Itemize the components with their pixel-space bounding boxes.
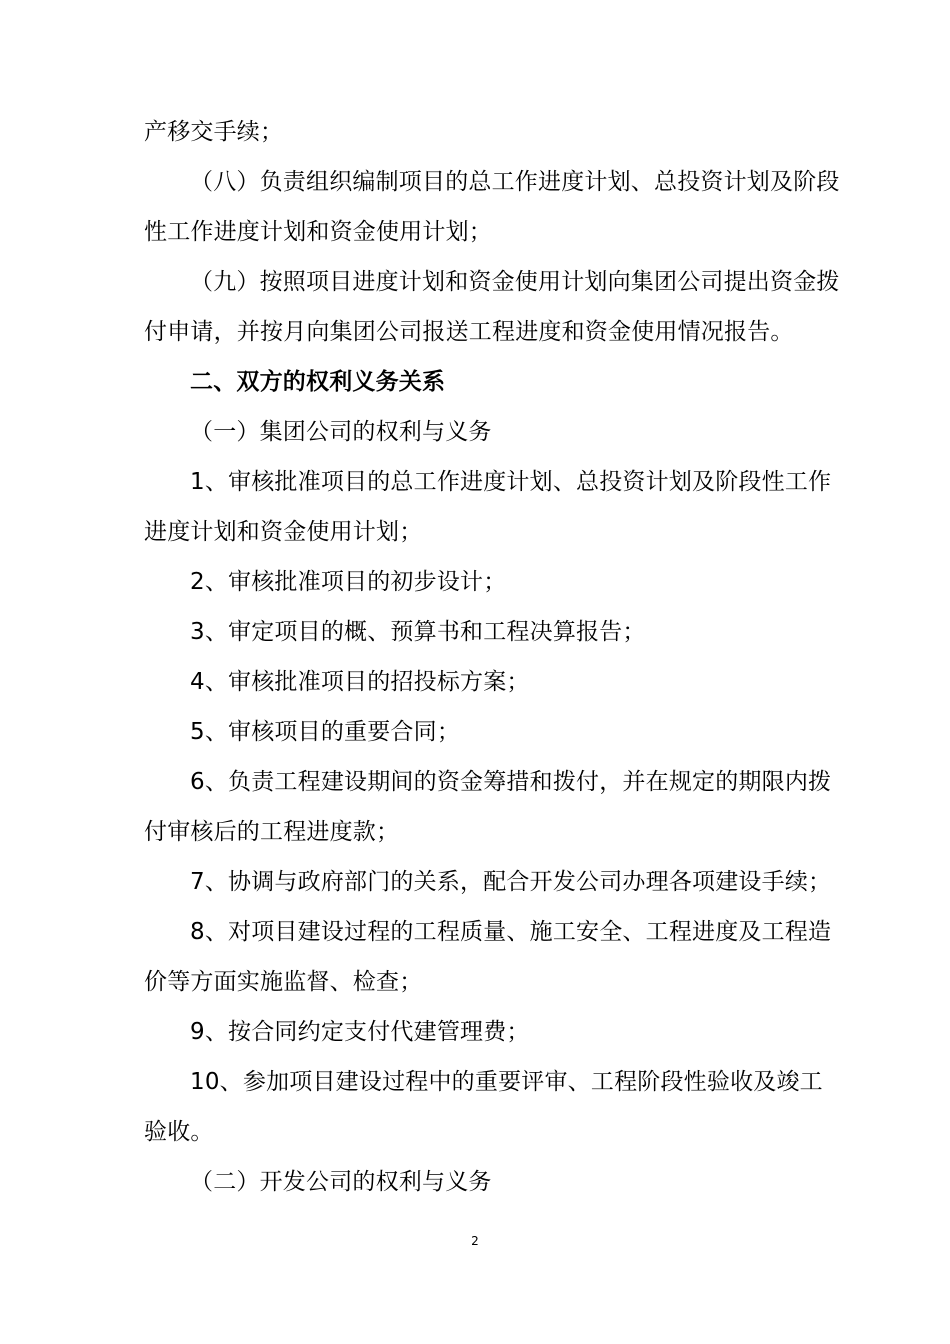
- text-line: 付申请，并按月向集团公司报送工程进度和资金使用情况报告。: [144, 319, 794, 345]
- list-item: 6、负责工程建设期间的资金筹措和拨付，并在规定的期限内拨: [190, 769, 832, 795]
- text-line: 验收。: [144, 1119, 214, 1145]
- text-line: （八）负责组织编制项目的总工作进度计划、总投资计划及阶段: [190, 169, 840, 195]
- text-line: 付审核后的工程进度款；: [144, 819, 400, 845]
- list-item: 5、审核项目的重要合同；: [190, 719, 461, 745]
- text-line: 性工作进度计划和资金使用计划；: [144, 219, 492, 245]
- section-heading: 二、双方的权利义务关系: [190, 369, 446, 395]
- list-item: 7、协调与政府部门的关系，配合开发公司办理各项建设手续；: [190, 869, 832, 895]
- text-line: 价等方面实施监督、检查；: [144, 969, 423, 995]
- list-item: 1、审核批准项目的总工作进度计划、总投资计划及阶段性工作: [190, 469, 832, 495]
- list-item: 9、按合同约定支付代建管理费；: [190, 1019, 530, 1045]
- list-item: 8、对项目建设过程的工程质量、施工安全、工程进度及工程造: [190, 919, 832, 945]
- text-line: 产移交手续；: [144, 119, 284, 145]
- list-item: 10、参加项目建设过程中的重要评审、工程阶段性验收及竣工: [190, 1069, 823, 1095]
- list-item: 2、审核批准项目的初步设计；: [190, 569, 507, 595]
- text-line: 进度计划和资金使用计划；: [144, 519, 423, 545]
- list-item: 4、审核批准项目的招投标方案；: [190, 669, 530, 695]
- subsection-heading: （一）集团公司的权利与义务: [190, 419, 492, 445]
- text-line: （九）按照项目进度计划和资金使用计划向集团公司提出资金拨: [190, 269, 840, 295]
- subsection-heading: （二）开发公司的权利与义务: [190, 1169, 492, 1195]
- page-number: 2: [471, 1234, 479, 1248]
- list-item: 3、审定项目的概、预算书和工程决算报告；: [190, 619, 646, 645]
